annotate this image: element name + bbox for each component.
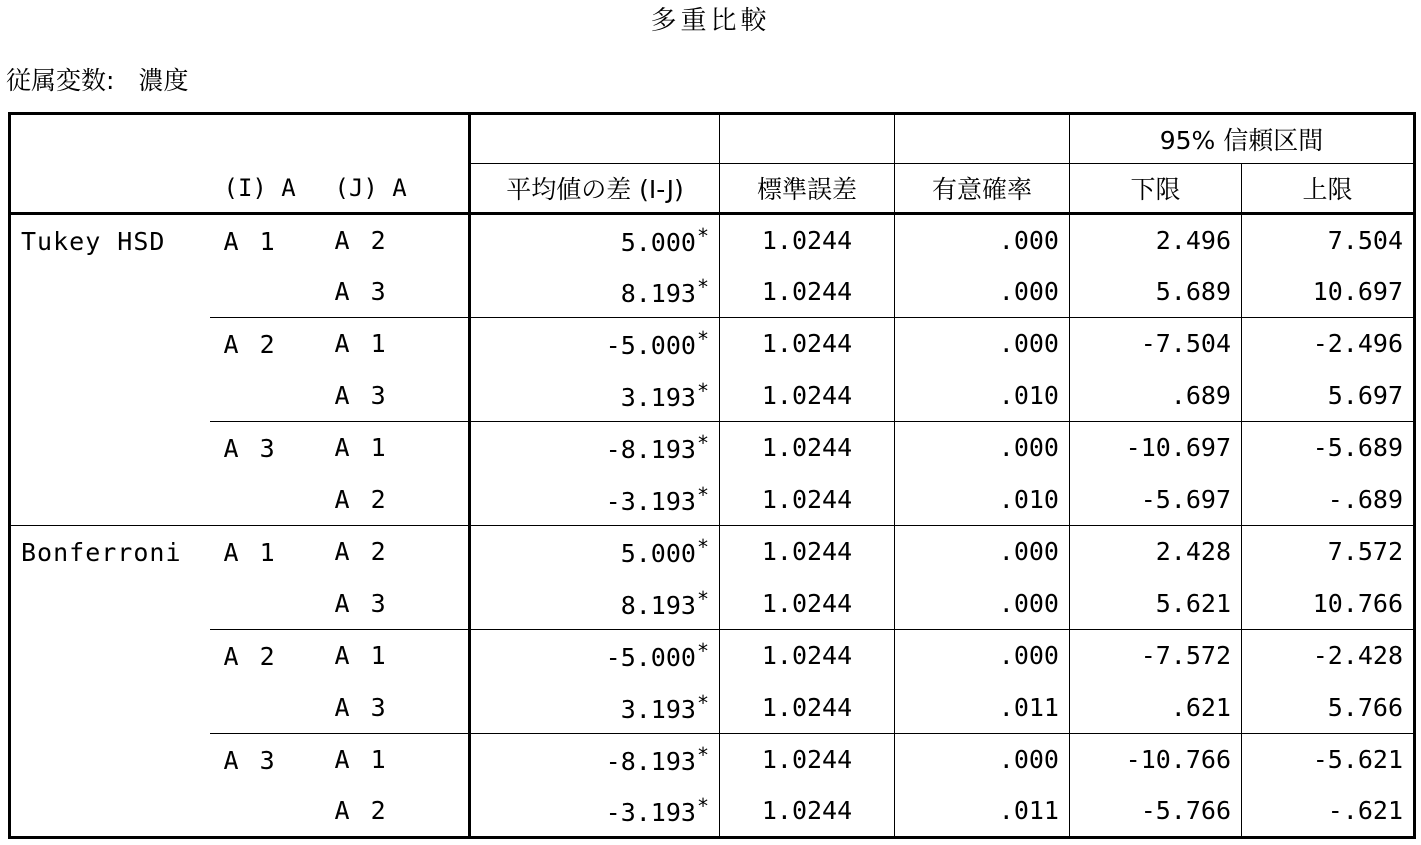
significance-cell: .000 (895, 266, 1070, 318)
header-ci-group: 95% 信頼区間 (1070, 114, 1415, 164)
table-row (10, 318, 1415, 370)
ci-upper-cell: -5.621 (1242, 734, 1415, 786)
mean-diff-value: 3.193 (620, 694, 696, 724)
i-level: A 2 (210, 318, 325, 422)
significance-cell: .000 (895, 214, 1070, 266)
header-i-factor: (I) A (210, 164, 325, 214)
significance-cell: .011 (895, 682, 1070, 734)
mean-diff-cell (470, 526, 720, 578)
header-blank-sig (895, 114, 1070, 164)
ci-upper-cell: 5.697 (1242, 370, 1415, 422)
significance-star: * (696, 223, 709, 248)
mean-diff-cell (470, 370, 720, 422)
table-row (10, 734, 1415, 786)
significance-cell: .000 (895, 734, 1070, 786)
significance-cell: .000 (895, 630, 1070, 682)
mean-diff-value: 3.193 (620, 382, 696, 412)
header-mean-diff: 平均値の差 (I-J) (470, 164, 720, 214)
std-error-cell: 1.0244 (720, 682, 895, 734)
table-row (10, 422, 1415, 474)
j-level: A 2 (334, 537, 389, 567)
significance-cell: .011 (895, 786, 1070, 838)
header-blank-mean (470, 114, 720, 164)
mean-diff-value: -8.193 (605, 747, 696, 777)
ci-lower-cell: -10.697 (1070, 422, 1242, 474)
significance-star: * (696, 535, 709, 560)
ci-lower-cell: 5.689 (1070, 266, 1242, 318)
j-level: A 1 (334, 745, 389, 775)
ci-lower-cell: 2.496 (1070, 214, 1242, 266)
significance-star: * (696, 274, 709, 299)
ci-upper-cell: -.621 (1242, 786, 1415, 838)
std-error-cell: 1.0244 (720, 526, 895, 578)
dependent-variable-value: 濃度 (138, 66, 189, 95)
significance-star: * (696, 378, 709, 403)
i-level: A 3 (210, 734, 325, 838)
dependent-variable (6, 64, 188, 98)
std-error-cell: 1.0244 (720, 266, 895, 318)
i-level: A 1 (210, 526, 325, 630)
j-level: A 3 (325, 578, 470, 630)
j-level: A 1 (334, 433, 389, 463)
header-upper: 上限 (1242, 164, 1415, 214)
ci-upper-cell: -2.428 (1242, 630, 1415, 682)
j-level: A 3 (325, 266, 470, 318)
ci-upper-cell: -2.496 (1242, 318, 1415, 370)
dependent-variable-label: 従属変数: (6, 66, 115, 95)
mean-diff-cell (470, 214, 720, 266)
mean-diff-cell (470, 786, 720, 838)
method-label: Tukey HSD (10, 214, 210, 526)
table-row (10, 214, 1415, 266)
ci-lower-cell: -7.504 (1070, 318, 1242, 370)
j-level: A 2 (334, 225, 389, 255)
ci-lower-cell: -5.697 (1070, 474, 1242, 526)
std-error-cell: 1.0244 (720, 578, 895, 630)
ci-lower-cell: 5.621 (1070, 578, 1242, 630)
j-level: A 3 (325, 682, 470, 734)
ci-upper-cell: 10.766 (1242, 578, 1415, 630)
j-level: A 2 (325, 474, 470, 526)
significance-cell: .000 (895, 422, 1070, 474)
ci-lower-cell: .689 (1070, 370, 1242, 422)
mean-diff-value: -8.193 (605, 435, 696, 465)
header-j-factor: (J) A (325, 164, 470, 214)
header-significance: 有意確率 (895, 164, 1070, 214)
table-row (10, 630, 1415, 682)
std-error-cell: 1.0244 (720, 786, 895, 838)
i-level: A 3 (210, 422, 325, 526)
j-level: A 1 (334, 641, 389, 671)
significance-star: * (696, 327, 709, 352)
mean-diff-value: 5.000 (620, 539, 696, 569)
header-blank-j (325, 114, 470, 164)
ci-lower-cell: .621 (1070, 682, 1242, 734)
header-row-top (10, 114, 1415, 164)
table-row (10, 526, 1415, 578)
ci-upper-cell: -5.689 (1242, 422, 1415, 474)
mean-diff-value: 5.000 (620, 227, 696, 257)
std-error-cell: 1.0244 (720, 630, 895, 682)
std-error-cell: 1.0244 (720, 474, 895, 526)
significance-star: * (696, 586, 709, 611)
mean-diff-cell (470, 266, 720, 318)
ci-upper-cell: -.689 (1242, 474, 1415, 526)
method-label: Bonferroni (10, 526, 210, 838)
ci-lower-cell: -7.572 (1070, 630, 1242, 682)
header-blank-i (210, 114, 325, 164)
mean-diff-cell (470, 422, 720, 474)
mean-diff-value: 8.193 (620, 278, 696, 308)
header-std-error: 標準誤差 (720, 164, 895, 214)
mean-diff-value: 8.193 (620, 590, 696, 620)
multiple-comparisons-table (8, 112, 1416, 839)
j-level: A 2 (325, 786, 470, 838)
ci-lower-cell: -5.766 (1070, 786, 1242, 838)
mean-diff-cell (470, 734, 720, 786)
ci-lower-cell: -10.766 (1070, 734, 1242, 786)
significance-cell: .000 (895, 578, 1070, 630)
mean-diff-cell (470, 682, 720, 734)
significance-star: * (696, 431, 709, 456)
mean-diff-cell (470, 630, 720, 682)
j-level: A 1 (334, 329, 389, 359)
header-row-bottom (10, 164, 1415, 214)
ci-upper-cell: 5.766 (1242, 682, 1415, 734)
significance-cell: .010 (895, 474, 1070, 526)
std-error-cell: 1.0244 (720, 734, 895, 786)
std-error-cell: 1.0244 (720, 370, 895, 422)
page-title: 多重比較 (650, 6, 771, 36)
ci-lower-cell: 2.428 (1070, 526, 1242, 578)
significance-star: * (696, 690, 709, 715)
significance-star: * (696, 743, 709, 768)
j-level: A 3 (325, 370, 470, 422)
mean-diff-value: -5.000 (605, 331, 696, 361)
significance-cell: .010 (895, 370, 1070, 422)
header-lower: 下限 (1070, 164, 1242, 214)
std-error-cell: 1.0244 (720, 422, 895, 474)
mean-diff-cell (470, 474, 720, 526)
mean-diff-value: -5.000 (605, 643, 696, 673)
significance-cell: .000 (895, 318, 1070, 370)
ci-upper-cell: 10.697 (1242, 266, 1415, 318)
significance-star: * (696, 639, 709, 664)
ci-upper-cell: 7.504 (1242, 214, 1415, 266)
significance-star: * (696, 794, 709, 819)
table-body (10, 214, 1415, 838)
i-level: A 2 (210, 630, 325, 734)
mean-diff-cell (470, 318, 720, 370)
header-method (10, 164, 210, 214)
significance-star: * (696, 482, 709, 507)
significance-cell: .000 (895, 526, 1070, 578)
mean-diff-cell (470, 578, 720, 630)
std-error-cell: 1.0244 (720, 214, 895, 266)
header-blank-method (10, 114, 210, 164)
std-error-cell: 1.0244 (720, 318, 895, 370)
i-level: A 1 (210, 214, 325, 318)
header-blank-se (720, 114, 895, 164)
ci-upper-cell: 7.572 (1242, 526, 1415, 578)
mean-diff-value: -3.193 (605, 486, 696, 516)
mean-diff-value: -3.193 (605, 798, 696, 828)
